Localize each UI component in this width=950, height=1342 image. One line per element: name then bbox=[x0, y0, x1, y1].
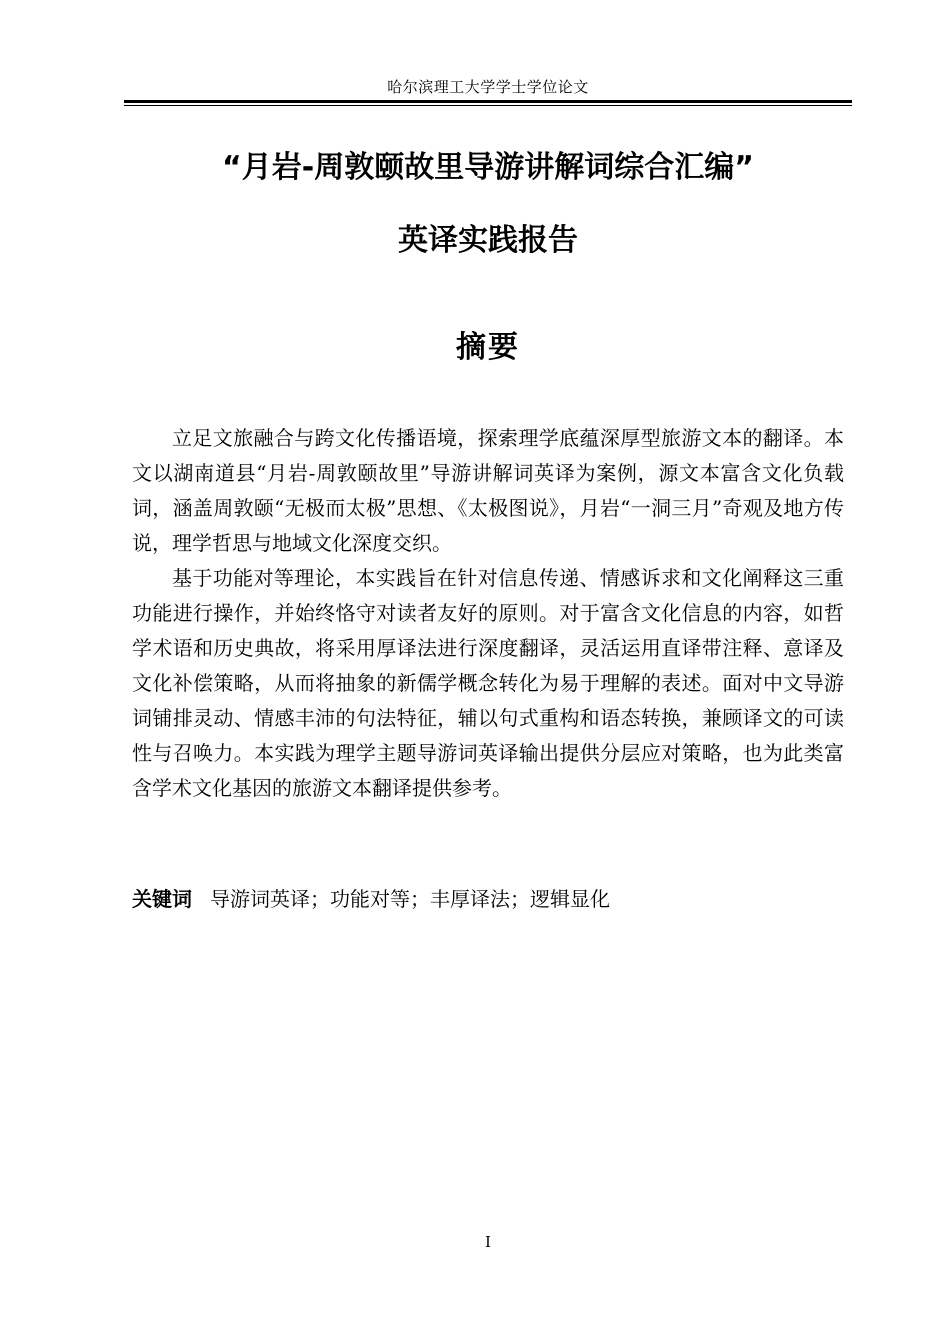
abstract-paragraph-1: 立足文旅融合与跨文化传播语境，探索理学底蕴深厚型旅游文本的翻译。本文以湖南道县“月岩-周敦颐故里”导游讲解词英译为案例，源文本富含文化负载词，涵盖周敦颐“无极而太极”思想、《太极图说》，月岩“一洞三月”奇观及地方传说，理学哲思与地域文化深度交织。 bbox=[132, 426, 844, 555]
header-rule-thin bbox=[124, 105, 852, 106]
abstract-paragraph-2: 基于功能对等理论，本实践旨在针对信息传递、情感诉求和文化阐释这三重功能进行操作，并始终恪守对读者友好的原则。对于富含文化信息的内容，如哲学术语和历史典故，将采用厚译法进行深度翻译，灵活运用直译带注释、意译及文化补偿策略，从而将抽象的新儒学概念转化为易于理解的表述。面对中文导游词铺排灵动、情感丰沛的句法特征，辅以句式重构和语态转换，兼顾译文的可读性与召唤力。本实践为理学主题导游词英译输出提供分层应对策略，也为此类富含学术文化基因的旅游文本翻译提供参考。 bbox=[132, 566, 844, 800]
running-header: 哈尔滨理工大学学士学位论文 bbox=[387, 78, 589, 96]
title-line-2: 英译实践报告 bbox=[398, 223, 578, 258]
keywords bbox=[132, 882, 844, 917]
page-number: I bbox=[485, 1233, 491, 1251]
title-line-1: “月岩-周敦颐故里导游讲解词综合汇编” bbox=[222, 150, 754, 185]
abstract-body bbox=[132, 421, 844, 806]
keywords-text: 导游词英译；功能对等；丰厚译法；逻辑显化 bbox=[210, 887, 610, 911]
keywords-label: 关键词 bbox=[132, 887, 192, 911]
header-rule-thick bbox=[124, 100, 852, 103]
abstract-heading: 摘要 bbox=[456, 330, 520, 365]
